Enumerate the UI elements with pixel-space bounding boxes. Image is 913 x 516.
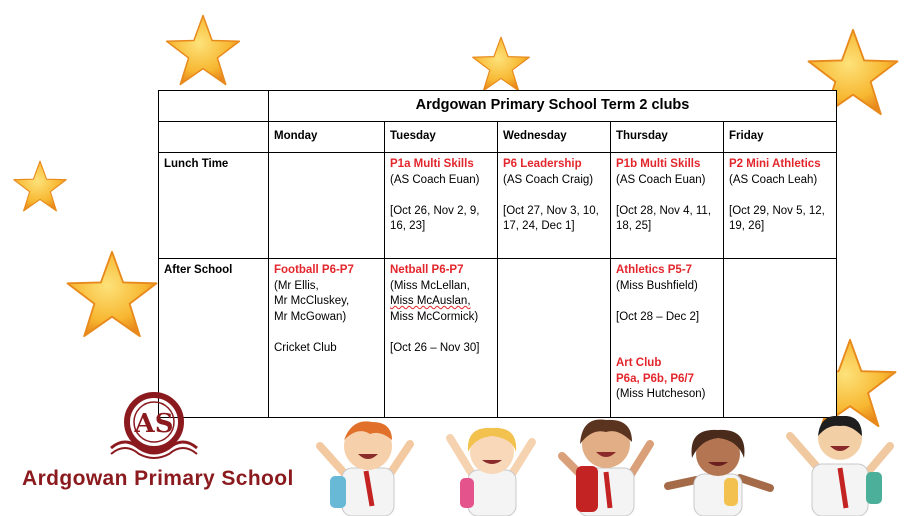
clubs-table (158, 90, 837, 418)
row-label-lunch-time: Lunch Time (159, 153, 269, 259)
club-detail: (AS Coach Leah) (729, 173, 818, 186)
svg-text:AS: AS (134, 409, 174, 439)
child-figure (790, 416, 890, 516)
table-cell (498, 153, 611, 259)
school-name: Ardgowan Primary School (22, 467, 294, 490)
club-name: Football P6-P7 (274, 264, 354, 276)
club-detail: (AS Coach Craig) (503, 173, 594, 186)
club-name: Netball P6-P7 (390, 264, 464, 276)
club-detail: (Mr Ellis, (274, 279, 319, 292)
club-dates: 16, 23] (390, 220, 426, 232)
table-cell (724, 259, 837, 418)
club-name: Art Club (616, 357, 662, 369)
day-header-monday: Monday (269, 122, 385, 153)
table-header-row (159, 122, 837, 153)
club-detail: Miss McCormick) (390, 310, 479, 323)
children-illustration (300, 416, 900, 516)
star-icon (470, 36, 532, 92)
table-row-lunch-time (159, 153, 837, 259)
club-detail: Mr McGowan) (274, 310, 347, 323)
child-figure (320, 421, 410, 516)
star-icon (163, 14, 243, 86)
table-corner-cell (159, 91, 269, 122)
club-dates: [Oct 28, Nov 4, 11, (616, 204, 712, 217)
table-header-blank (159, 122, 269, 153)
club-name: P1a Multi Skills (390, 158, 474, 170)
club-dates: 19, 26] (729, 220, 765, 232)
club-name: P6 Leadership (503, 158, 582, 170)
day-header-thursday: Thursday (611, 122, 724, 153)
table-row-after-school (159, 259, 837, 418)
table-cell (611, 259, 724, 418)
club-name: Athletics P5-7 (616, 264, 693, 276)
club-dates: [Oct 26 – Nov 30] (390, 341, 480, 354)
child-figure (562, 420, 650, 516)
table-cell (385, 153, 498, 259)
club-dates: [Oct 26, Nov 2, 9, (390, 204, 480, 217)
table-cell (385, 259, 498, 418)
club-detail: (Miss Bushfield) (616, 279, 698, 292)
table-title: Ardgowan Primary School Term 2 clubs (269, 91, 837, 122)
club-dates: [Oct 27, Nov 3, 10, (503, 204, 599, 217)
club-dates: [Oct 28 – Dec 2] (616, 310, 700, 323)
row-label-after-school: After School (159, 259, 269, 418)
club-detail: (AS Coach Euan) (390, 173, 480, 186)
club-detail: (Miss Hutcheson) (616, 388, 706, 400)
day-header-friday: Friday (724, 122, 837, 153)
table-cell (269, 259, 385, 418)
club-name: P6a, P6b, P6/7 (616, 372, 694, 385)
school-logo (105, 392, 203, 462)
table-cell (724, 153, 837, 259)
club-name: P2 Mini Athletics (729, 158, 821, 170)
club-detail: Miss McAuslan, (390, 295, 471, 307)
child-figure (450, 428, 532, 516)
club-detail: Mr McCluskey, (274, 295, 350, 307)
club-detail: (Miss McLellan, (390, 279, 470, 292)
child-figure (668, 430, 770, 516)
day-header-tuesday: Tuesday (385, 122, 498, 153)
club-dates: [Oct 29, Nov 5, 12, (729, 204, 825, 217)
club-dates: 18, 25] (616, 220, 652, 232)
table-cell (269, 153, 385, 259)
club-name: P1b Multi Skills (616, 158, 701, 170)
club-dates: 17, 24, Dec 1] (503, 220, 575, 232)
table-title-row (159, 91, 837, 122)
day-header-wednesday: Wednesday (498, 122, 611, 153)
table-cell (611, 153, 724, 259)
club-detail: Cricket Club (274, 341, 337, 354)
table-cell (498, 259, 611, 418)
club-detail: (AS Coach Euan) (616, 173, 706, 186)
star-icon (65, 250, 159, 338)
star-icon (12, 160, 68, 212)
